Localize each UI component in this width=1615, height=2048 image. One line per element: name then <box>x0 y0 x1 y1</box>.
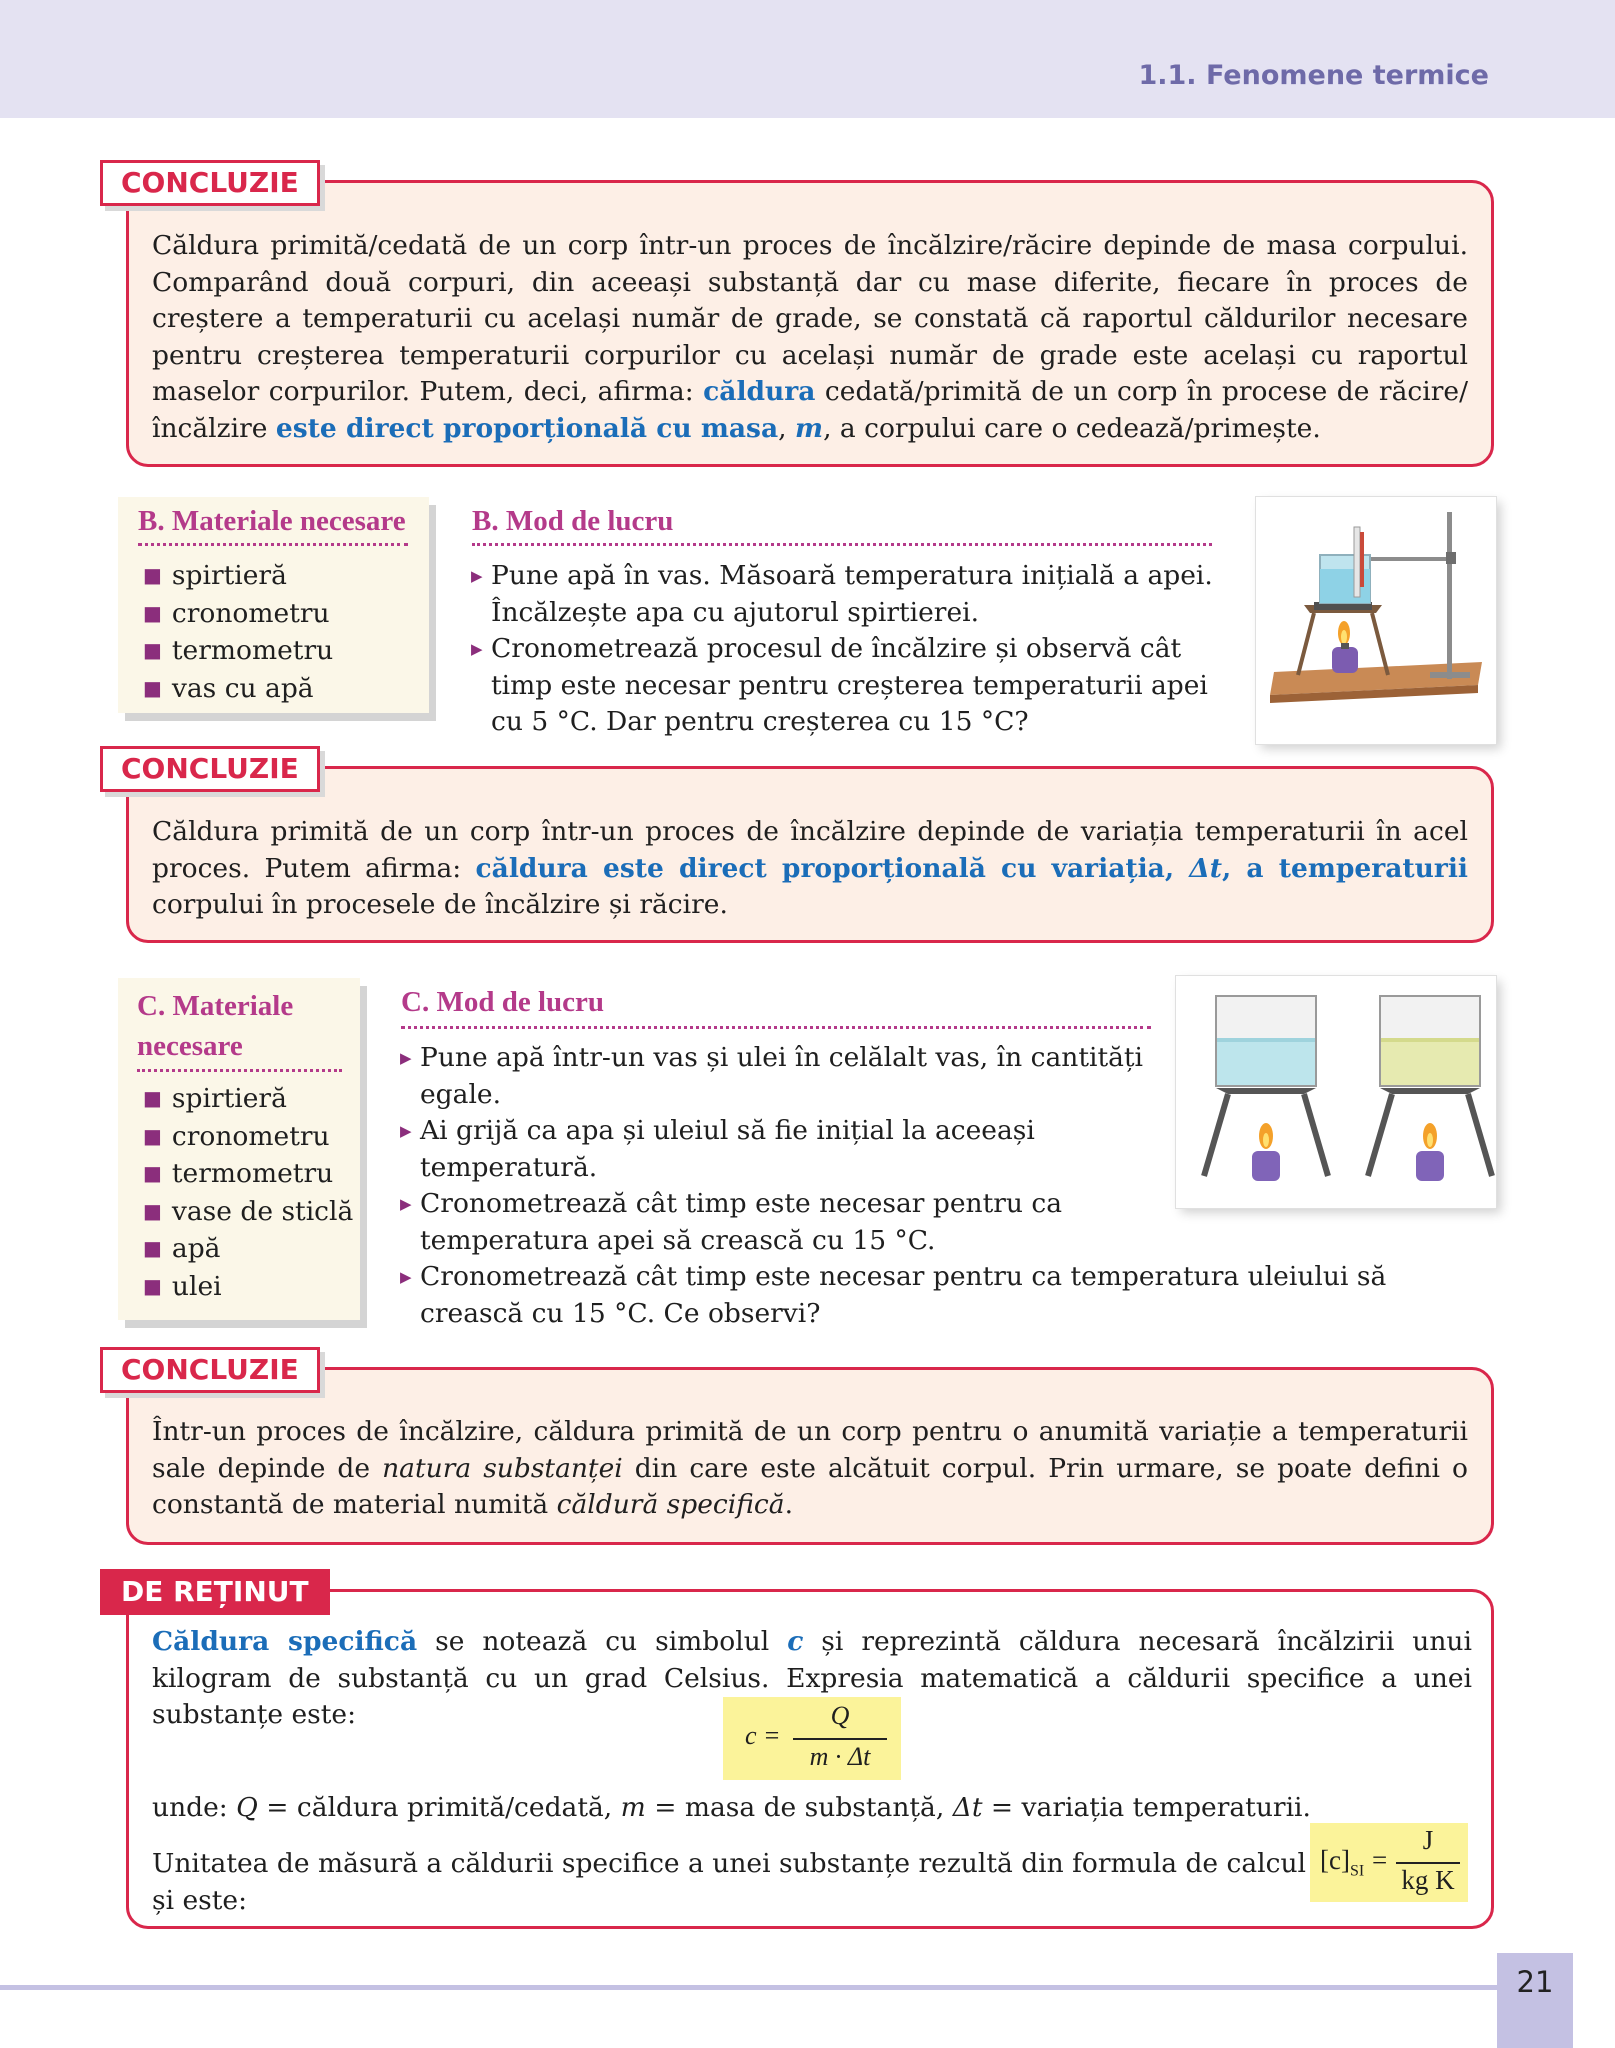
unit-formula <box>1310 1823 1468 1902</box>
unit-line: Unitatea de măsură a căldurii specifice a unei substanțe rezultă din formula de calcul și este: <box>152 1848 1307 1916</box>
conclusion-tag-1: CONCLUZIE <box>100 160 320 206</box>
method-title-c: C. Mod de lucru <box>401 986 604 1018</box>
method-divider-c <box>401 1026 1151 1029</box>
where-line: unde: Q = căldura primită/cedată, m = masa de substanță, Δt = variația temperaturii. <box>152 1792 1311 1823</box>
unit-equals: = <box>1372 1845 1388 1875</box>
list-item: ■ ulei <box>143 1269 353 1307</box>
materials-list-b <box>143 558 333 708</box>
materials-list-c <box>143 1081 353 1306</box>
formula-lhs: c = <box>745 1721 781 1750</box>
remember-text: Căldura specifică se notează cu simbolul c și reprezintă căldura necesară încălzirii unui kilogram de substanță cu un grad Celsius. Expresia matematică a căldurii specifice a unei substanțe este: <box>152 1626 1472 1730</box>
footer-rule <box>0 1985 1497 1990</box>
list-item: ■ cronometru <box>143 596 333 634</box>
list-item: ■ spirtieră <box>143 1081 353 1119</box>
remember-tag: DE REȚINUT <box>100 1569 330 1615</box>
formula-fraction-bar <box>793 1738 887 1740</box>
materials-divider-b <box>138 543 408 546</box>
list-item: ▶ Cronometrează cât timp este necesar pentru ca temperatura uleiului să crească cu 15 °C. Ce observi? <box>400 1259 1496 1332</box>
method-steps-b <box>471 558 1216 741</box>
unit-numerator: J <box>1422 1825 1434 1855</box>
apparatus-drawing <box>1256 497 1496 744</box>
method-title-b: B. Mod de lucru <box>472 505 674 537</box>
list-item: ▶ Ai grijă ca apa și uleiul să fie inițial la aceeași temperatură. <box>400 1113 1172 1186</box>
beakers-drawing <box>1176 976 1496 1208</box>
conclusion-text-3: Într-un proces de încălzire, căldura primită de un corp pentru o anumită variație a temperaturii sale depinde de natura substanței din care este alcătuit corpul. Prin urmare, se poate defini o constantă de material numită căldură specifică. <box>152 1416 1468 1520</box>
materials-title-c: C. Materiale necesare <box>137 990 294 1062</box>
list-item: ▶ Cronometrează cât timp este necesar pentru ca temperatura apei să crească cu 15 °C. <box>400 1186 1172 1259</box>
page-number-box <box>1497 1953 1573 2048</box>
unit-lhs: $[c]_{SI}$ <box>1320 1845 1365 1880</box>
heating-apparatus-illustration <box>1256 497 1496 744</box>
section-title: 1.1. Fenomene termice <box>1138 60 1489 91</box>
formula-numerator: Q <box>830 1701 850 1730</box>
list-item: ■ apă <box>143 1231 353 1269</box>
materials-divider-c <box>137 1069 342 1072</box>
list-item: ▶ Cronometrează procesul de încălzire și observă cât timp este necesar pentru creșterea temperaturii apei cu 5 °C. Dar pentru creșterea cu 15 °C? <box>471 631 1216 741</box>
page-number: 21 <box>1516 1965 1554 1999</box>
list-item: ■ spirtieră <box>143 558 333 596</box>
specific-heat-formula <box>723 1697 901 1780</box>
method-divider-b <box>472 543 1212 546</box>
page-header <box>0 0 1615 118</box>
list-item: ■ termometru <box>143 633 333 671</box>
unit-denominator: kg K <box>1401 1865 1455 1895</box>
list-item: ■ cronometru <box>143 1119 353 1157</box>
conclusion-text-1: Căldura primită/cedată de un corp într-un proces de încălzire/răcire depinde de masa corpului. Comparând două corpuri, din aceeași substanță dar cu mase diferite, fiecare în proces de creștere a temperaturii cu același număr de grade, se constată că raportul căldurilor necesare pentru creșterea temperaturii corpurilor cu același număr de grade este același cu raportul maselor corpurilor. Putem, deci, afirma: căldura cedată/primită de un corp în procese de răcire/încălzire este direct proporțională cu masa, m, a corpului care o cedează/primește. <box>152 230 1468 444</box>
list-item: ■ vase de sticlă <box>143 1194 353 1232</box>
list-item: ▶ Pune apă într-un vas și ulei în celălalt vas, în cantități egale. <box>400 1040 1172 1113</box>
materials-title-b: B. Materiale necesare <box>138 505 406 537</box>
conclusion-tag-2: CONCLUZIE <box>100 746 320 792</box>
list-item: ■ termometru <box>143 1156 353 1194</box>
list-item: ■ vas cu apă <box>143 671 333 709</box>
conclusion-tag-3: CONCLUZIE <box>100 1347 320 1393</box>
formula-denominator: m · Δt <box>809 1742 871 1771</box>
beakers-illustration <box>1176 976 1496 1208</box>
conclusion-text-2: Căldura primită de un corp într-un proces de încălzire depinde de variația temperaturii în acel proces. Putem afirma: căldura este direct proporțională cu variația, Δt, a temperaturii corpului în procesele de încălzire și răcire. <box>152 816 1468 920</box>
list-item: ▶ Pune apă în vas. Măsoară temperatura inițială a apei. Încălzește apa cu ajutorul spirtierei. <box>471 558 1216 631</box>
unit-fraction-bar <box>1396 1862 1460 1864</box>
